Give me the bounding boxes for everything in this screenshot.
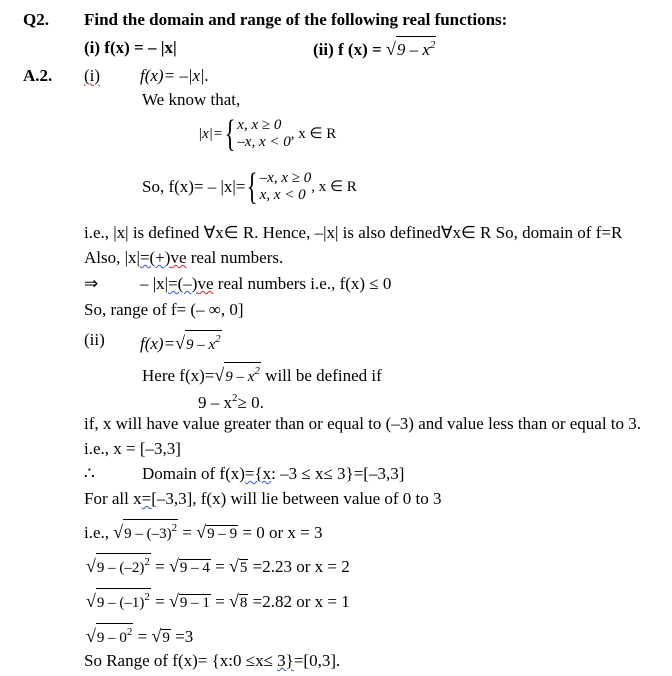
also-line: Also, |x|=(+)ve real numbers. [84, 248, 284, 267]
answer-part-i-func: f(x)= –|x|. [140, 66, 209, 85]
domain-line: i.e., |x| is defined ∀x∈ R. Hence, –|x| is also defined∀x∈ R So, domain of f=R [84, 223, 623, 242]
abs-definition: |x|={ x, x ≥ 0 –x, x < 0 , x ∈ R [198, 113, 337, 155]
so-definition: So, f(x)= – |x|={ –x, x ≥ 0 x, x < 0 , x ∈ R [142, 166, 357, 208]
therefore-icon: ∴ [84, 464, 95, 483]
eval-line-1: i.e., $√9 - (-3)^2 = √9 - 9 = 0$ or x = 3 [84, 519, 323, 543]
range-line: So, range of f= (– ∞, 0] [84, 300, 244, 319]
question-text: Find the domain and range of the following real functions: [84, 10, 508, 29]
here-line: Here $f(x)=√9 - x^2$ will be defined if [142, 362, 382, 386]
eval-line-3: $√9 - (-1)^2 = √9 - 1 = √8 =2.82$ or x = 1 [86, 588, 350, 612]
sqrt-icon: √ [175, 333, 185, 353]
question-label: Q2. [23, 10, 49, 29]
condition-line: $9 - x^2\ge 0$. [198, 392, 264, 412]
negative-line: – |x|=(–)ve real numbers i.e., f(x) ≤ 0 [140, 274, 392, 293]
brace-icon: { [247, 166, 259, 208]
implies-arrow: ⇒ [84, 274, 99, 293]
brace-icon: { [224, 113, 236, 155]
we-know-text: We know that, [142, 90, 241, 109]
domain-ii-line: Domain of f(x)={x: –3 ≤ x≤ 3}=[–3,3] [142, 464, 405, 483]
answer-part-i-num: (i) [84, 66, 101, 85]
sqrt-icon: √ [385, 39, 396, 59]
question-part-ii [313, 36, 436, 60]
range-ii-line: So Range of f(x)= {x:0 ≤x≤ 3}=[0,3]. [84, 651, 341, 670]
part-ii-prefix: (ii) f (x) = [313, 40, 386, 59]
answer-part-ii-func: $f(x)=√9 - x^2$ [140, 330, 222, 354]
answer-part-ii-num: (ii) [84, 330, 105, 349]
eval-line-4: $√9 - 0^2 = √9 =3$ [86, 623, 193, 647]
answer-label: A.2. [23, 66, 53, 85]
radicand: $9 - x^2$ [396, 36, 437, 58]
question-part-i: (i) f(x) = – |x| [84, 38, 177, 57]
sqrt-icon: √ [214, 365, 225, 385]
eval-line-2: $√9 - (-2)^2 = √9 - 4 = √5 =2.23$ or x = 2 [86, 553, 350, 577]
ie-line: i.e., x = [–3,3] [84, 439, 181, 458]
forall-line: For all x=[–3,3], f(x) will lie between value of 0 to 3 [84, 489, 442, 508]
if-line: if, x will have value greater than or equal to (–3) and value less than or equal to 3. [84, 414, 642, 433]
